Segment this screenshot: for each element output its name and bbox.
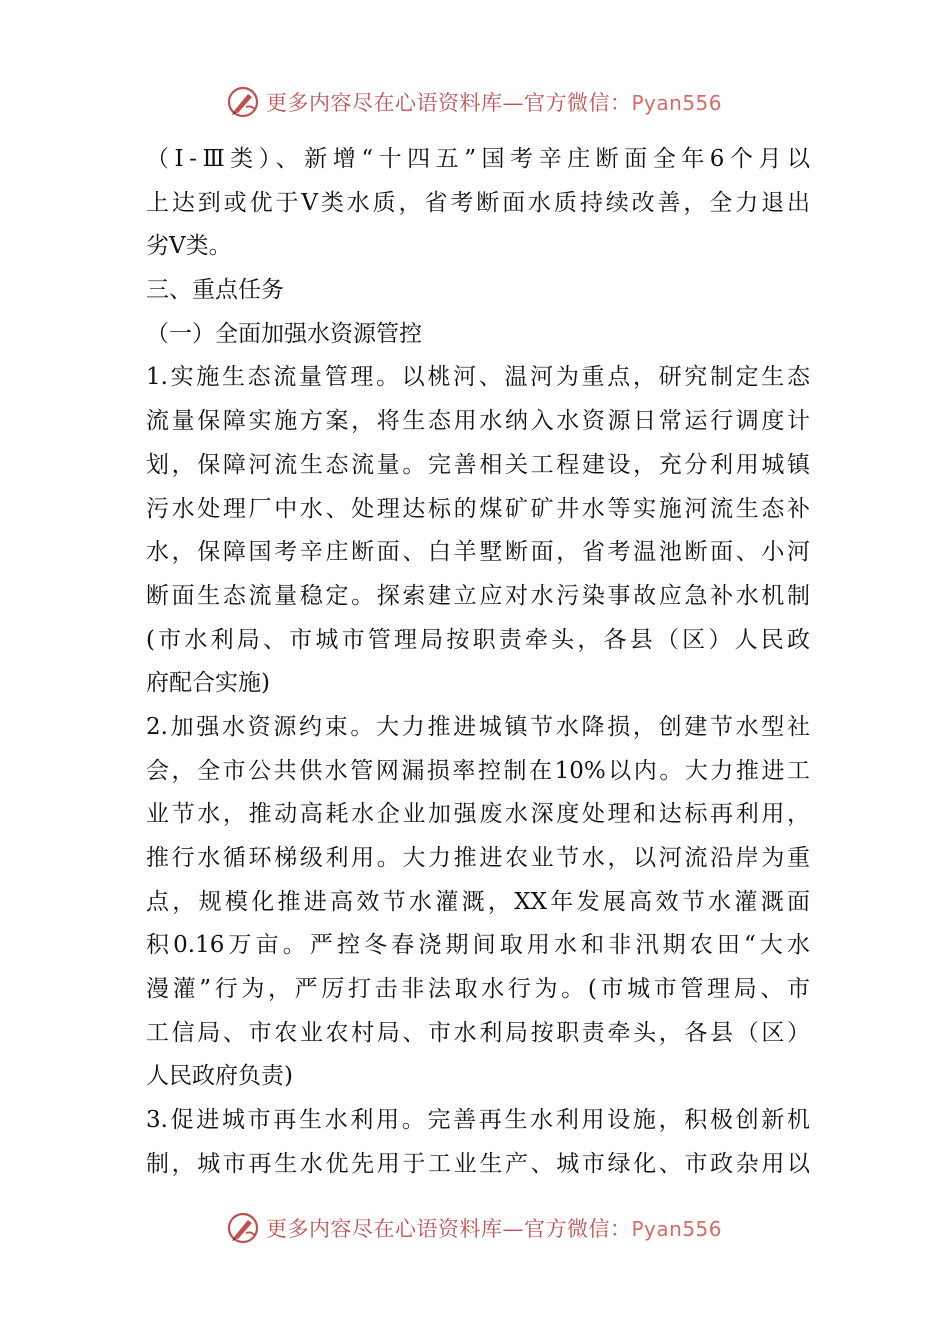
body-line: 断面生态流量稳定。探索建立应对水污染事故应急补水机制 xyxy=(146,582,810,609)
header-banner-prefix: 更多内容尽在心语资料库—官方微信： xyxy=(266,91,632,115)
header-banner-text xyxy=(266,87,722,117)
body-line: 制，城市再生水优先用于工业生产、城市绿化、市政杂用以 xyxy=(146,1150,810,1177)
body-line: 1.实施生态流量管理。以桃河、温河为重点，研究制定生态 xyxy=(146,364,810,391)
body-line: 推行水循环梯级利用。大力推进农业节水，以河流沿岸为重 xyxy=(146,845,810,871)
header-banner-id: Pyan556 xyxy=(631,91,723,115)
body-line: 漫灌”行为，严厉打击非法取水行为。(市城市管理局、市 xyxy=(146,976,810,1003)
body-line: 划，保障河流生态流量。完善相关工程建设，充分利用城镇 xyxy=(146,451,810,478)
footer-banner-text xyxy=(266,1213,722,1243)
body-line: 会，全市公共供水管网漏损率控制在10%以内。大力推进工 xyxy=(146,757,810,784)
body-line: 3.促进城市再生水利用。完善再生水利用设施，积极创新机 xyxy=(146,1107,810,1134)
body-line: 流量保障实施方案，将生态用水纳入水资源日常运行调度计 xyxy=(146,408,810,435)
footer-banner-id: Pyan556 xyxy=(631,1217,723,1241)
body-line: 点，规模化推进高效节水灌溉，XX年发展高效节水灌溉面 xyxy=(146,888,810,915)
subsection-heading: （一）全面加强水资源管控 xyxy=(146,320,422,347)
body-line: 劣Ⅴ类。 xyxy=(146,233,232,260)
body-line: 业节水，推动高耗水企业加强废水深度处理和达标再利用， xyxy=(146,801,810,828)
footer-banner xyxy=(226,1208,746,1248)
body-line: 人民政府负责) xyxy=(146,1063,293,1090)
body-text xyxy=(146,138,810,1187)
body-line: 2.加强水资源约束。大力推进城镇节水降损，创建节水型社 xyxy=(146,713,810,740)
body-line: （Ⅰ-Ⅲ类）、新增“十四五”国考辛庄断面全年6个月以 xyxy=(146,146,810,172)
body-line: 积0.16万亩。严控冬春浇期间取用水和非汛期农田“大水 xyxy=(146,932,810,959)
body-line: 工信局、市农业农村局、市水利局按职责牵头，各县（区） xyxy=(146,1019,810,1046)
body-line: 上达到或优于Ⅴ类水质，省考断面水质持续改善，全力退出 xyxy=(146,189,810,216)
pen-logo-icon xyxy=(226,85,260,119)
section-heading: 三、重点任务 xyxy=(146,277,284,304)
body-line: 水，保障国考辛庄断面、白羊墅断面，省考温池断面、小河 xyxy=(146,539,810,566)
body-line: 府配合实施) xyxy=(146,670,270,697)
footer-banner-prefix: 更多内容尽在心语资料库—官方微信： xyxy=(266,1217,632,1241)
body-line: 污水处理厂中水、处理达标的煤矿矿井水等实施河流生态补 xyxy=(146,495,810,522)
body-line: (市水利局、市城市管理局按职责牵头，各县（区）人民政 xyxy=(146,626,810,653)
header-banner xyxy=(226,82,746,122)
pen-logo-icon xyxy=(226,1211,260,1245)
